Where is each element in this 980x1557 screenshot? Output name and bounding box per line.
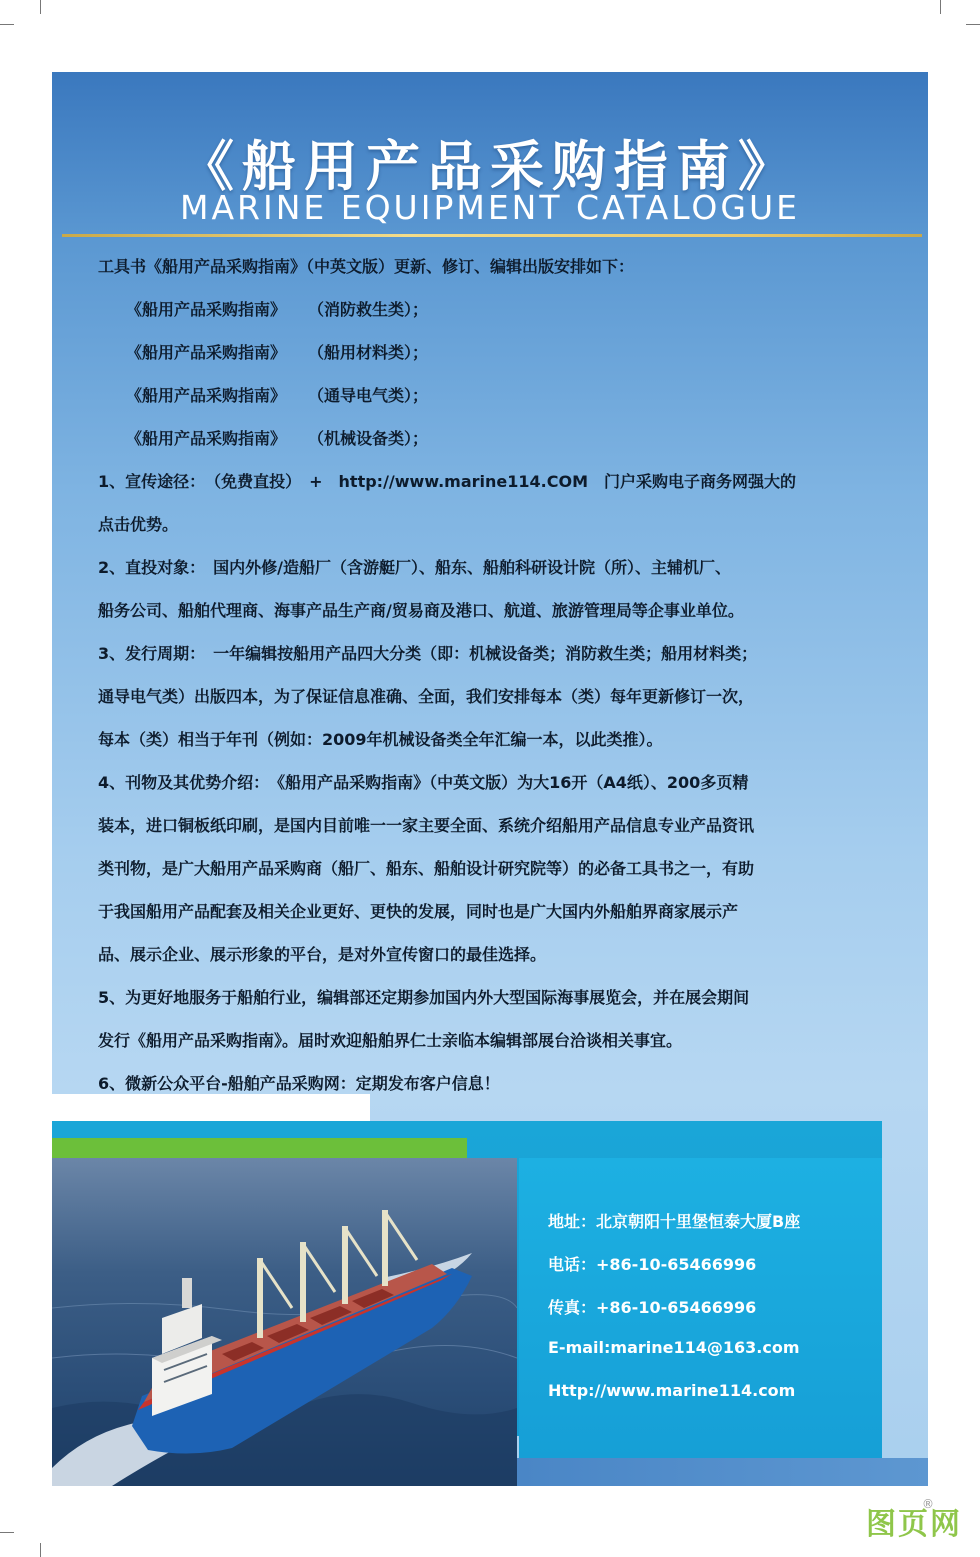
site-watermark: 图页网 <box>866 1507 962 1542</box>
registered-mark: ® <box>922 1497 934 1511</box>
section-line: 点击优势。 <box>98 515 179 534</box>
volume-category: （机械设备类）； <box>308 429 429 448</box>
section-line: 每本（类）相当于年刊（例如：2009年机械设备类全年汇编一本，以此类推）。 <box>98 730 663 749</box>
section-line: 类刊物，是广大船用产品采购商（船厂、船东、船舶设计研究院等）的必备工具书之一，有助 <box>98 859 755 878</box>
section-line: 通导电气类）出版四本，为了保证信息准确、全面，我们安排每本（类）每年更新修订一次， <box>98 687 755 706</box>
section-line: 品、展示企业、展示形象的平台，是对外宣传窗口的最佳选择。 <box>98 945 547 964</box>
cargo-ship-photo <box>52 1158 517 1486</box>
volume-book: 《船用产品采购指南》 <box>126 300 287 319</box>
contact-website[interactable]: Http://www.marine114.com <box>548 1381 796 1400</box>
section-line: 2、直投对象： 国内外修/造船厂（含游艇厂）、船东、船舶科研设计院（所）、主辅机厂、 <box>98 558 731 577</box>
section-line: 1、宣传途径： （免费直投） + http://www.marine114.COM 门户采购电子商务网强大的 <box>98 472 796 491</box>
section-line: 装本，进口铜板纸印刷，是国内目前唯一一家主要全面、系统介绍船用产品信息专业产品资讯 <box>98 816 755 835</box>
volume-category: （通导电气类）； <box>308 386 429 405</box>
volume-item <box>98 417 898 460</box>
section-line: 6、微新公众平台-船舶产品采购网：定期发布客户信息！ <box>98 1074 500 1093</box>
crop-mark <box>0 1532 14 1533</box>
crop-mark <box>966 24 980 25</box>
volume-item <box>98 331 898 374</box>
catalogue-poster <box>52 72 928 1486</box>
volume-book: 《船用产品采购指南》 <box>126 343 287 362</box>
section-line: 船务公司、船舶代理商、海事产品生产商/贸易商及港口、航道、旅游管理局等企事业单位。 <box>98 601 744 620</box>
volume-book: 《船用产品采购指南》 <box>126 429 287 448</box>
section-line: 3、发行周期： 一年编辑按船用产品四大分类（即：机械设备类；消防救生类；船用材料类； <box>98 644 758 663</box>
crop-mark <box>40 1543 41 1557</box>
volume-category: （消防救生类）； <box>308 300 429 319</box>
volume-item <box>98 288 898 331</box>
contact-fax: 传真：+86-10-65466996 <box>548 1298 757 1317</box>
volume-category: （船用材料类）； <box>308 343 429 362</box>
white-strip <box>52 1094 370 1121</box>
contact-email[interactable]: E-mail:marine114@163.com <box>548 1338 800 1357</box>
volume-book: 《船用产品采购指南》 <box>126 386 287 405</box>
intro-text: 工具书《船用产品采购指南》（中英文版）更新、修订、编辑出版安排如下： <box>98 257 635 276</box>
section-line: 5、为更好地服务于船舶行业，编辑部还定期参加国内外大型国际海事展览会，并在展会期间 <box>98 988 750 1007</box>
green-accent-bar <box>52 1138 467 1158</box>
gold-divider <box>62 234 922 237</box>
crop-mark <box>940 0 941 14</box>
title-english: MARINE EQUIPMENT CATALOGUE <box>180 188 800 227</box>
bottom-band <box>517 1458 928 1486</box>
crop-mark <box>40 0 41 14</box>
crop-mark <box>0 24 14 25</box>
ship-illustration <box>52 1158 517 1486</box>
contact-address: 地址：北京朝阳十里堡恒泰大厦B座 <box>548 1212 801 1231</box>
contact-phone: 电话：+86-10-65466996 <box>548 1255 757 1274</box>
title-chinese: 《船用产品采购指南》 <box>180 135 800 198</box>
section-line: 4、刊物及其优势介绍： 《船用产品采购指南》（中英文版）为大16开（A4纸）、200多页精 <box>98 773 749 792</box>
volume-item <box>98 374 898 417</box>
content-body <box>98 245 898 1105</box>
section-line: 发行《船用产品采购指南》。届时欢迎船舶界仁士亲临本编辑部展台洽谈相关事宜。 <box>98 1031 683 1050</box>
section-line: 于我国船用产品配套及相关企业更好、更快的发展，同时也是广大国内外船舶界商家展示产 <box>98 902 739 921</box>
